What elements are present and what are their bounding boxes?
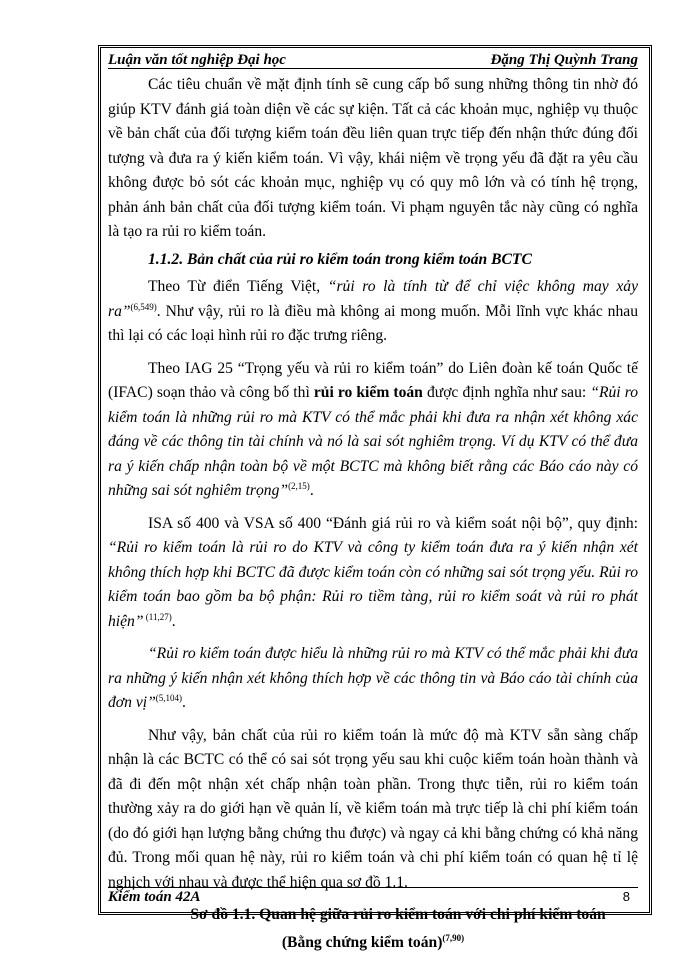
page-body: [108, 73, 638, 955]
footer-class: Kiểm toán 42A: [108, 889, 201, 905]
paragraph-dictionary: Theo Từ điển Tiếng Việt, “rủi ro là tính từ để chỉ việc không may xảy ra”$^{(6,549)}$. Như vậy, rủi ro là điều mà không ai mong muốn. Mỗi lĩnh vực khác nhau thì lại có các loại hình rủi ro đặc trưng riêng.: [108, 278, 638, 344]
paragraph-iag25: Theo IAG 25 “Trọng yếu và rủi ro kiểm toán” do Liên đoàn kế toán Quốc tế (IFAC) soạn thảo và công bố thì rủi ro kiểm toán được định nghĩa như sau: “Rủi ro kiểm toán là những rủi ro mà KTV có thể mắc phải khi đưa ra nhận xét không xác đáng về các thông tin tài chính và nó là sai sót nghiêm trọng. Ví dụ KTV có thể đưa ra ý kiến chấp nhận toàn bộ về một BCTC mà không biết rằng các Báo cáo này có những sai sót nghiêm trọng”$^{(2,15)}$.: [108, 359, 639, 499]
paragraph-materiality: Các tiêu chuẩn về mặt định tính sẽ cung cấp bổ sung những thông tin nhờ đó giúp KTV đánh giá toàn diện về các sự kiện. Tất cả các khoản mục, nghiệp vụ thuộc về bản chất của đối tượng kiểm toán đều liên quan trực tiếp đến nhận thức đúng đối tượng và đưa ra ý kiến kiểm toán. Vì vậy, khái niệm về trọng yếu đã đặt ra yêu cầu không được bỏ sót các khoản mục, nghiệp vụ có quy mô lớn và có tính hệ trọng, phản ánh bản chất của đối tượng kiểm toán. Vi phạm nguyên tắc này cũng có nghĩa là tạo ra rủi ro kiểm toán.: [108, 76, 638, 240]
isa400-quote: “Rủi ro kiểm toán là rủi ro do KTV và công ty kiểm toán đưa ra ý kiến nhận xét không thích hợp khi BCTC đã được kiểm toán còn có những sai sót trọng yếu. Rủi ro kiểm toán bao gồm ba bộ phận: Rủi ro tiềm tàng, rủi ro kiểm soát và rủi ro phát hiện”: [108, 539, 638, 630]
section-heading: 1.1.2. Bản chất của rủi ro kiểm toán trong kiểm toán BCTC: [148, 250, 532, 268]
citation: (2,15): [288, 481, 310, 491]
figure-subtitle: (Bằng chứng kiểm toán)$^{(7,90)}$: [281, 932, 465, 951]
page-footer: [108, 889, 638, 909]
dictionary-quote: “rủi ro là tính từ để chỉ việc không may xảy ra”: [108, 278, 638, 320]
term-audit-risk: rủi ro kiểm toán: [313, 384, 423, 401]
header-author: Đặng Thị Quỳnh Trang: [490, 52, 638, 68]
citation: (11,27): [143, 611, 172, 622]
header-thesis-title: Luận văn tốt nghiệp Đại học: [108, 52, 286, 68]
paragraph-isa400: ISA số 400 và VSA số 400 “Đánh giá rủi ro và kiểm soát nội bộ”, quy định: “Rủi ro kiểm toán là rủi ro do KTV và công ty kiểm toán đưa ra ý kiến nhận xét không thích hợp khi BCTC đã được kiểm toán còn có những sai sót trọng yếu. Rủi ro kiểm toán bao gồm ba bộ phận: Rủi ro tiềm tàng, rủi ro kiểm soát và rủi ro phát hiện” $^{(11,27)}$.: [108, 514, 638, 630]
figure-title: Sơ đồ 1.1. Quan hệ giữa rủi ro kiểm toán với chi phí kiểm toán: [190, 906, 606, 923]
header-divider: [108, 68, 638, 69]
citation: (5,104): [155, 693, 182, 703]
iag25-quote: “Rủi ro kiểm toán là những rủi ro mà KTV có thể mắc phải khi đưa ra nhận xét không xác đáng về các thông tin tài chính và nó là sai sót nghiêm trọng. Ví dụ KTV có thể đưa ra ý kiến chấp nhận toàn bộ về một BCTC mà không biết rằng các Báo cáo này có những sai sót nghiêm trọng”: [108, 384, 639, 499]
paragraph-definition-quote: “Rủi ro kiểm toán được hiểu là những rủi ro mà KTV có thể mắc phải khi đưa ra những ý kiến nhận xét không thích hợp về các thông tin và Báo cáo tài chính của đơn vị”$^{(5,104)}$.: [108, 645, 638, 711]
citation: (6,549): [130, 301, 157, 312]
paragraph-conclusion: Như vậy, bản chất của rủi ro kiểm toán là mức độ mà KTV sẵn sàng chấp nhận là các BCTC có thể có sai sót trọng yếu sau khi cuộc kiểm toán hoàn thành và đã đi đến một nhận xét chấp nhận toàn phần. Trong thực tiễn, rủi ro kiểm toán thường xảy ra do giới hạn về quản lí, về kiểm toán mà trực tiếp là chi phí kiểm toán (do đó giới hạn lượng bằng chứng thu được) và ngay cả khi bằng chứng có khả năng đủ. Trong mối quan hệ này, rủi ro kiểm toán và chi phí kiểm toán có quan hệ tỉ lệ nghịch với nhau và được thể hiện qua sơ đồ 1.1.: [108, 726, 638, 891]
citation: (7,90): [442, 932, 465, 943]
page-header: [108, 48, 638, 70]
page-number: 8: [622, 889, 630, 904]
footer-divider: [108, 887, 638, 888]
